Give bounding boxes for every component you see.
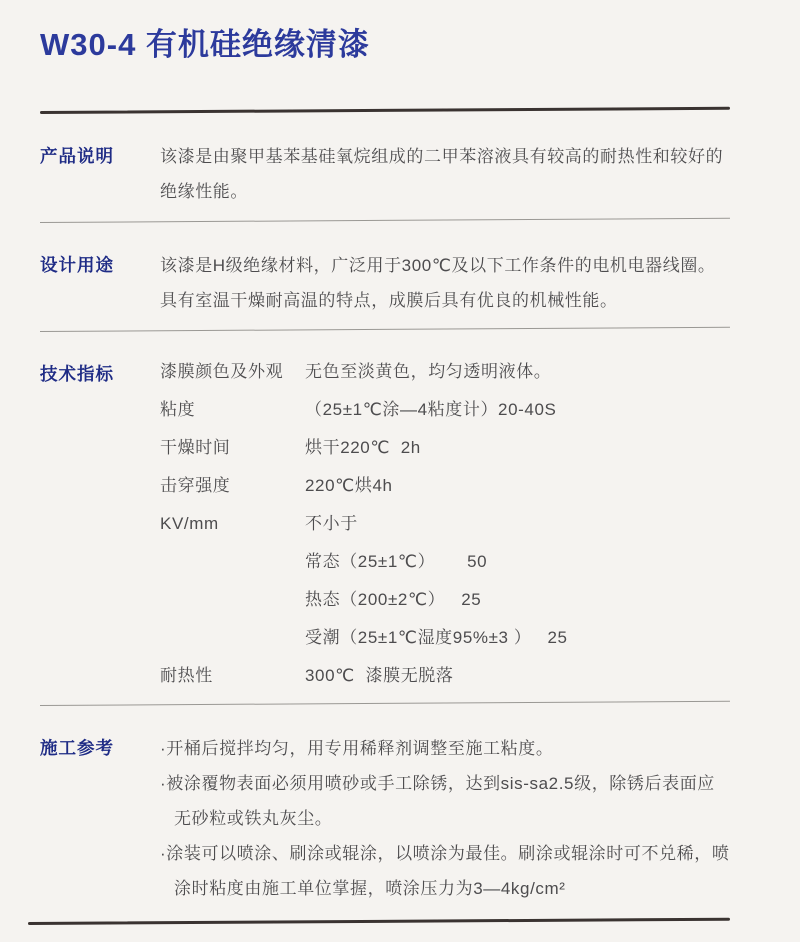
design-purpose-paragraph: 该漆是H级绝缘材料，广泛用于300℃及以下工作条件的电机电器线圈。具有室温干燥耐高温的特点，成膜后具有优良的机械性能。 [160,256,716,310]
section-label-design-purpose: 设计用途 [40,255,114,275]
spec-value: 300℃ 漆膜无脱落 [305,666,454,685]
spec-name: 干燥时间 [160,438,231,457]
product-description-paragraph: 该漆是由聚甲基苯基硅氧烷组成的二甲苯溶液具有较高的耐热性和较好的绝缘性能。 [160,147,724,201]
spec-row-film-color [160,357,730,395]
section-body-design-purpose [160,248,730,318]
spec-value: 无色至淡黄色，均匀透明液体。 [305,362,552,381]
application-note-item [160,836,730,906]
spec-name: 耐热性 [160,666,213,685]
spec-row-breakdown-strength [160,471,730,509]
section-label-technical-specs: 技术指标 [40,364,114,384]
spec-name: 击穿强度 [160,476,231,495]
spec-name: KV/mm [160,514,219,533]
page-title: W30-4 有机硅绝缘清漆 [40,27,370,62]
spec-row-heat-resistance [160,661,730,699]
application-note-text: 被涂覆物表面必须用喷砂或手工除锈，达到sis-sa2.5级，除锈后表面应无砂粒或铁丸灰尘。 [166,774,715,828]
bottom-divider [28,918,730,925]
spec-value: 烘干220℃ 2h [305,438,421,457]
section-technical-specs [0,332,800,705]
spec-row-drying-time [160,433,730,471]
spec-row-hot-state [160,585,730,623]
bullet-marker: · [160,774,167,793]
bullet-marker: · [160,844,167,863]
application-note-item [160,731,730,766]
section-body-product-description [160,139,730,209]
section-label-application-notes: 施工参考 [40,738,114,758]
section-design-purpose [0,223,800,331]
title-divider [40,107,730,114]
spec-value: （25±1℃涂—4粘度计）20-40S [305,400,557,419]
section-body-technical-specs [160,357,730,699]
spec-row-kv-mm [160,509,730,547]
application-note-text: 涂装可以喷涂、刷涂或辊涂，以喷涂为最佳。刷涂或辊涂时可不兑稀，喷涂时粘度由施工单位掌握，喷涂压力为3—4kg/cm² [166,844,730,898]
bullet-marker: · [160,739,167,758]
application-note-item [160,766,730,836]
spec-value: 220℃烘4h [305,476,393,495]
section-body-application-notes [160,731,730,906]
spec-value: 常态（25±1℃） 50 [305,552,488,571]
spec-value: 热态（200±2℃） 25 [305,590,482,609]
spec-row-viscosity [160,395,730,433]
spec-value: 受潮（25±1℃湿度95%±3 ） 25 [305,628,568,647]
application-note-text: 开桶后搅拌均匀，用专用稀释剂调整至施工粘度。 [166,739,554,758]
spec-row-damp-state [160,623,730,661]
spec-name: 粘度 [160,400,196,419]
section-product-description [0,114,800,222]
section-application-notes [0,706,800,914]
spec-row-normal-state [160,547,730,585]
section-label-product-description: 产品说明 [40,146,114,166]
spec-name: 漆膜颜色及外观 [160,362,284,381]
spec-value: 不小于 [305,514,358,533]
